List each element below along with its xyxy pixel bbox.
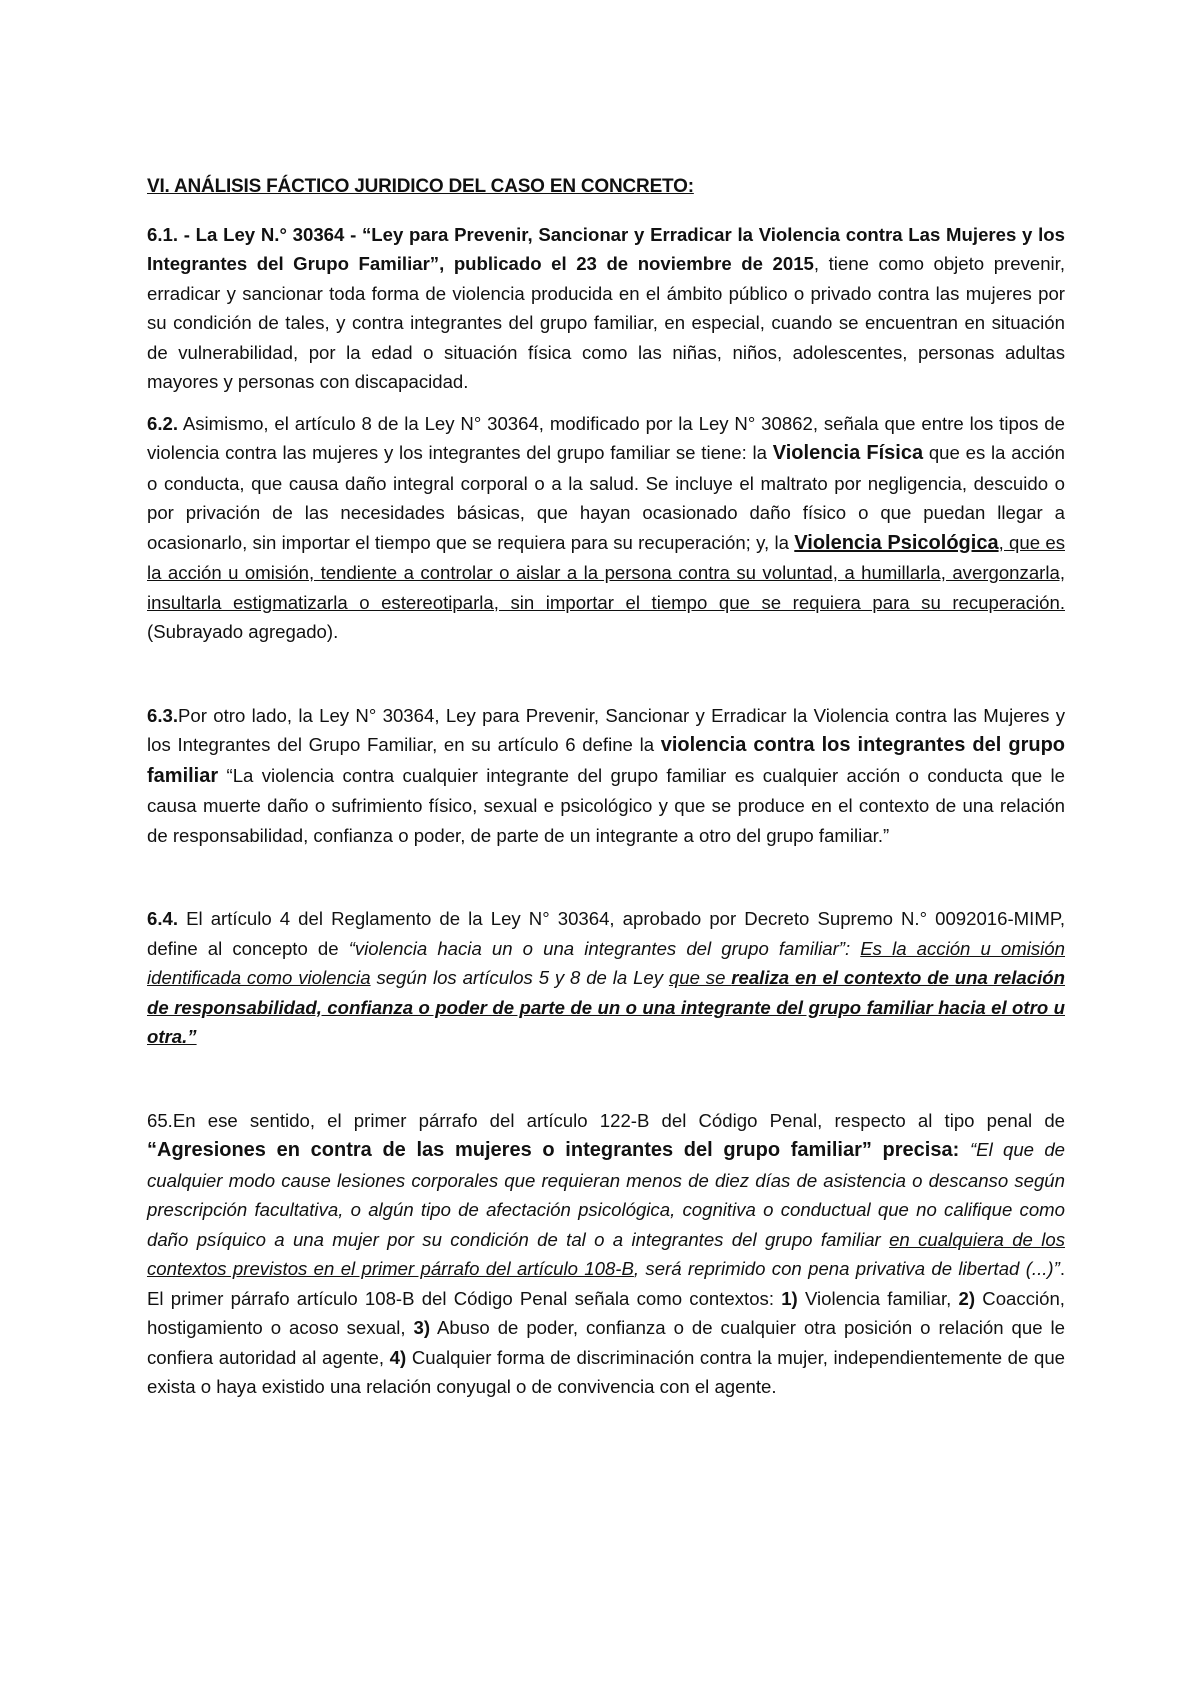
term-violencia-integrantes: violencia contra los integrantes del grupo familiar (147, 734, 1066, 787)
italic-underlined-text: Es la acción u omisión identificada como violencia (147, 937, 1065, 988)
italic-underlined-text: que se (668, 967, 732, 988)
paragraph-number: 6.1. (147, 223, 179, 245)
paragraph-6-2 (147, 409, 1065, 647)
paragraph-number: 6.3. (147, 704, 179, 726)
list-text: Cualquier forma de discriminación contra la mujer, independientemente de que exista o haya existido una relación conyugal o de convivencia con el agente. (147, 1346, 1065, 1397)
paragraph-text: Asimismo, el artículo 8 de la Ley N° 30364, modificado por la Ley N° 30862, señala que entre los tipos de violencia contra las mujeres y los integrantes del grupo familiar se tiene: la (147, 412, 1065, 463)
paragraph-number: 6.4. (147, 908, 179, 929)
paragraph-text: . El primer párrafo artículo 108-B del Código Penal señala como contextos: (147, 1258, 1065, 1309)
list-text: Abuso de poder, confianza o de cualquier otra posición o relación que le confiera autoridad al agente, (147, 1317, 1065, 1368)
list-number: 3) (413, 1317, 431, 1338)
paragraph-text: “La violencia contra cualquier integrante del grupo familiar es cualquier acción o conducta que le causa muerte daño o sufrimiento físico, sexual e psicológico y que se produce en el contexto de una relación de responsabilidad, confianza o poder, de parte de un integrante a otro del grupo familiar.” (147, 764, 1065, 846)
paragraph-text: que es la acción o conducta, que causa daño integral corporal o a la salud. Se incluye el maltrato por negligencia, descuido o por privación de las necesidades básicas, que hayan ocasionado daño físico o que puedan llegar a ocasionarlo, sin importar el tiempo que se requiera para su recuperación; y, la (147, 442, 1065, 553)
italic-text: “violencia hacia un o una integrantes del grupo familiar”: (348, 937, 861, 959)
quoted-article-text: “El que de cualquier modo cause lesiones corporales que requieran menos de diez días de asistencia o descanso según prescripción facultativa, o algún tipo de afectación psicológica, cognitiva o conductual que no califique como daño psíquico a una mujer por su condición de tal o a integrantes del grupo familiar (147, 1139, 1066, 1250)
term-violencia-psicologica: Violencia Psicológica (794, 531, 999, 554)
paragraph-6-5 (147, 1106, 1065, 1402)
list-number: 1) (781, 1287, 798, 1309)
list-number: 4) (389, 1346, 407, 1368)
quoted-article-text: , será reprimido con pena privativa de libertad (...)” (633, 1258, 1060, 1279)
list-text: Coacción, hostigamiento o acoso sexual, (147, 1287, 1065, 1338)
penal-type-title: “Agresiones en contra de las mujeres o integrantes del grupo familiar” precisa: (147, 1139, 970, 1161)
paragraph-text: (Subrayado agregado). (147, 621, 339, 642)
list-number: 2) (958, 1287, 976, 1309)
term-violencia-fisica: Violencia Física (772, 442, 924, 464)
section-heading: VI. ANÁLISIS FÁCTICO JURIDICO DEL CASO EN CONCRETO: (147, 176, 694, 197)
paragraph-text: , tiene como objeto prevenir, erradicar y sancionar toda forma de violencia producida en el ámbito público o privado contra las mujeres por su condición de tales, y contra integrantes del grupo familiar, en especial, cuando se encuentran en situación de vulnerabilidad, por la edad o situación física como las niñas, niños, adolescentes, personas adultas mayores y personas con discapacidad. (147, 253, 1066, 392)
paragraph-text: El artículo 4 del Reglamento de la Ley N° 30364, aprobado por Decreto Supremo N.° 0092016-MIMP, define al concepto de (147, 908, 1065, 959)
paragraph-text: Por otro lado, la Ley N° 30364, Ley para Prevenir, Sancionar y Erradicar la Violencia contra las Mujeres y los Integrantes del Grupo Familiar, en su artículo 6 define la (147, 704, 1065, 755)
paragraph-number: 6.2. (147, 412, 179, 434)
quoted-article-underlined: en cualquiera de los contextos previstos en el primer párrafo del artículo 108-B (147, 1228, 1065, 1279)
paragraph-6-1 (147, 220, 1065, 397)
underlined-definition: , que es la acción u omisión, tendiente a controlar o aislar a la persona contra su voluntad, a humillarla, avergonzarla, insultarla estigmatizarla o estereotiparla, sin importar el tiempo que se requiera para su recuperación. (147, 531, 1065, 613)
italic-text: según los artículos 5 y 8 de la Ley (370, 967, 669, 988)
paragraph-text: En ese sentido, el primer párrafo del artículo 122-B del Código Penal, respecto al tipo penal de (172, 1109, 1065, 1131)
paragraph-6-3 (147, 701, 1065, 851)
paragraph-number: 65. (147, 1109, 173, 1131)
document-body (147, 172, 1065, 1402)
paragraph-6-4 (147, 904, 1065, 1052)
list-text: Violencia familiar, (797, 1287, 959, 1309)
law-title-bold: - La Ley N.° 30364 - “Ley para Prevenir, Sancionar y Erradicar la Violencia contra Las Mujeres y los Integrantes del Grupo Familiar”, publicado el 23 de noviembre de 2015 (147, 223, 1065, 274)
bold-italic-underlined-text: realiza en el contexto de una relación de responsabilidad, confianza o poder de parte de un o una integrante del grupo familiar hacia el otro u otra.” (147, 967, 1065, 1047)
